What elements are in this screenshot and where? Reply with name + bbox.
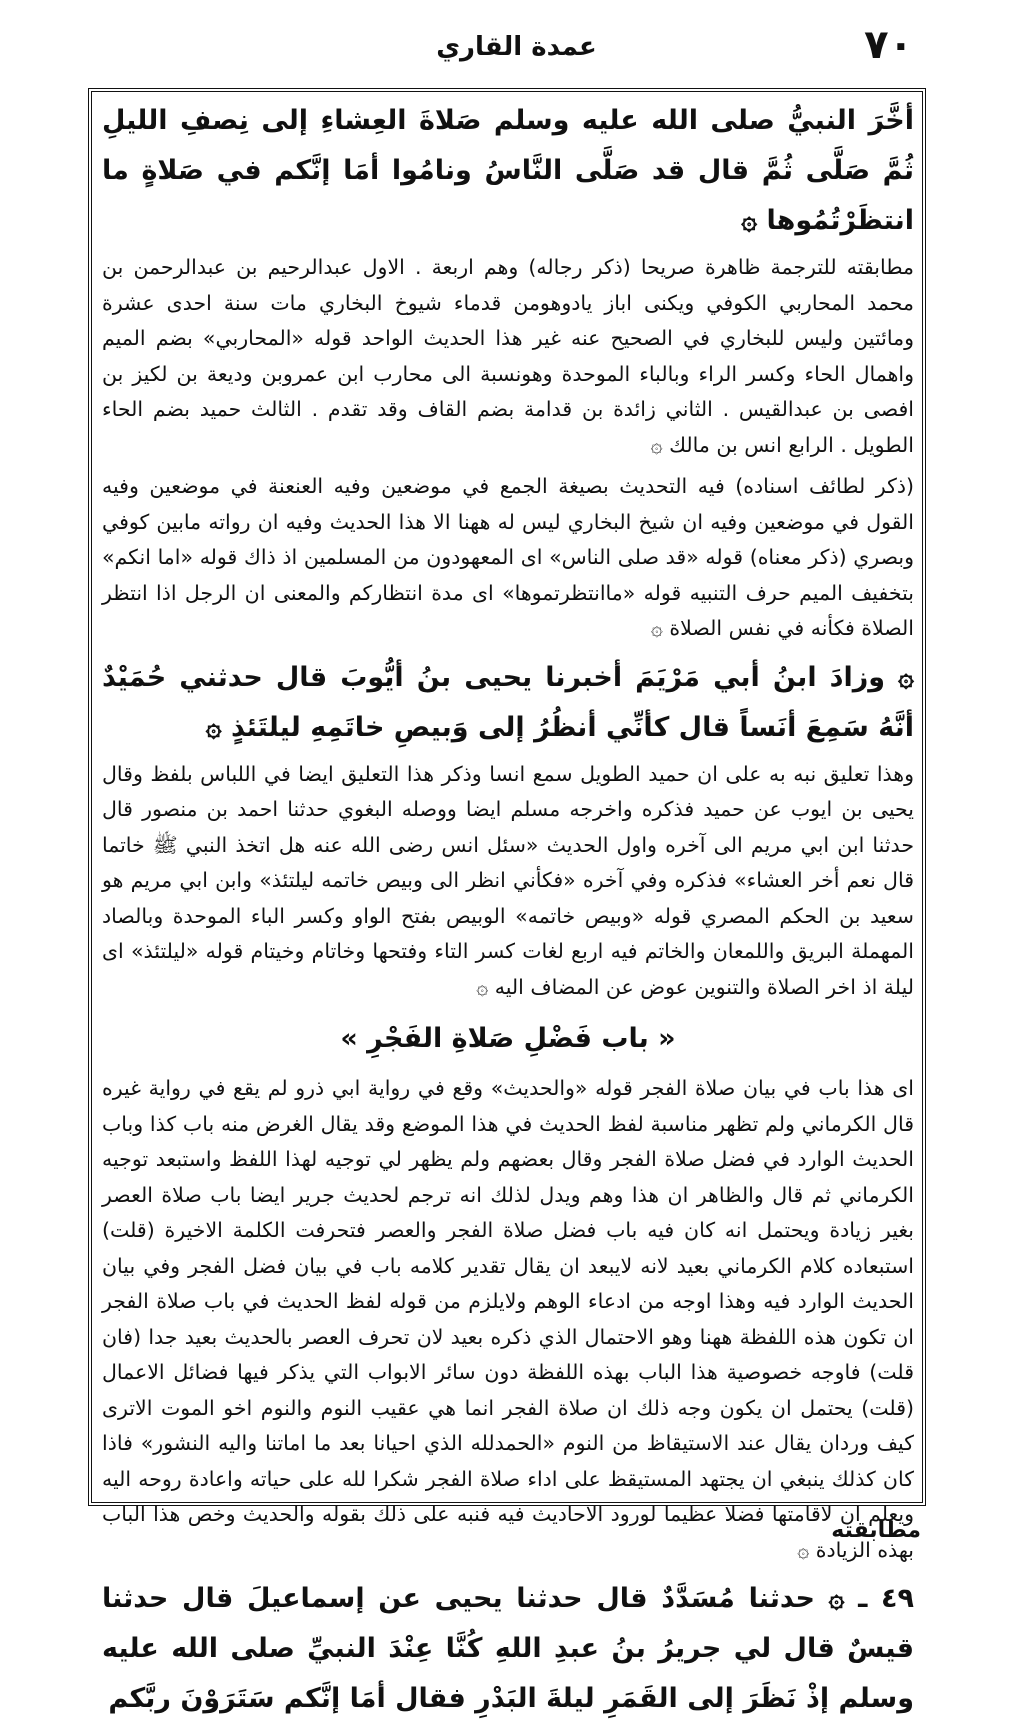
catchword: مطابقته	[831, 1518, 921, 1543]
hadith-text	[102, 1574, 914, 1724]
page-number: ٧٠	[864, 22, 913, 68]
commentary-paragraph: اى هذا باب في بيان صلاة الفجر قوله «والحديث» وقع في رواية ابي ذرو لم يقع في رواية غيره قال الكرماني ولم تظهر مناسبة لفظ الحديث في هذا الموضع وقد يقال الغرض منه باب كذا وباب الحديث الوارد في فضل صلاة الفجر وقال بعضهم ولم يظهر لي توجيه لهذا اللفظ واستبعد توجيه الكرماني ثم قال والظاهر ان هذا وهم ويدل لذلك انه ترجم لحديث جرير ايضا باب صلاة العصر بغير زيادة ويحتمل انه كان فيه باب فضل صلاة الفجر والعصر فتحرفت الكلمة الاخيرة (قلت) استبعاده كلام الكرماني بعيد لانه لايبعد ان يقال تقدير كلامه باب في بيان فضل الفجر وفي بيان الحديث الوارد فيه وهذا اوجه من ادعاء الوهم ولايلزم من قوله لفظ الحديث في باب صلاة الفجر ان تكون هذه اللفظة ههنا وهو الاحتمال الذي ذكره بعيد لان تحرف العصر بالحديث بعيد جدا (فان قلت) فاوجه خصوصية هذا الباب بهذه اللفظة دون سائر الابواب التي يذكر فيها فضائل الاعمال (قلت) يحتمل ان يكون وجه ذلك ان صلاة الفجر انما هي عقيب النوم والنوم اخو الموت الاترى كيف وردان يقال عند الاستيقاظ من النوم «الحمدلله الذي احيانا بعد ما اماتنا واليه النشور» فاذا كان كذلك ينبغي ان يجتهد المستيقظ على اداء صلاة الفجر شكرا لله على حياته واعادة روحه اليه ويعلم ان لاقامتها فضلا عظيما لورود الاحاديث فيه فنبه على ذلك بقوله والحديث وخص هذا الباب بهذه الزيادة ۞	[102, 1076, 914, 1562]
commentary-paragraph: وهذا تعليق نبه به على ان حميد الطويل سمع انسا وذكر هذا التعليق ايضا في اللباس بلفظ وقال يحيى بن ايوب عن حميد فذكره واخرجه مسلم ايضا ووصله البغوي حدثنا احمد بن منصور قال حدثنا ابن ابي مريم الى آخره واول الحديث «سئل انس رضى الله عنه هل اتخذ النبي ﷺ خاتما قال نعم أخر العشاء» فذكره وفي آخره «فكأني انظر الى وبيص خاتمه ليلتئذ» وابن ابي مريم هو سعيد بن الحكم المصري قوله «وبيص خاتمه» الوبيص بفتح الواو وكسر الباء الموحدة وبالصاد المهملة البريق واللمعان والخاتم فيه اربع لغات كسر التاء وفتحها وخاتام وخيتام قوله «ليلتئذ» اى ليلة اذ اخر الصلاة والتنوين عوض عن المضاف اليه ۞	[102, 761, 914, 999]
page-body	[102, 96, 914, 1714]
hadith-text: أخَّرَ النبيُّ صلى الله عليه وسلم صَلاةَ العِشاءِ إلى نِصفِ الليلِ ثُمَّ صَلَّى ثُمَّ قال قد صَلَّى النَّاسُ ونامُوا أمَا إنَّكم في صَلاةٍ ما انتظَرْتُمُوها ۞	[102, 105, 914, 236]
chapter-heading: « باب فَضْلِ صَلاةِ الفَجْرِ »	[340, 1023, 676, 1054]
commentary-paragraph: (ذكر لطائف اسناده) فيه التحديث بصيغة الجمع في موضعين وفيه العنعنة في موضعين وفيه القول في موضعين وفيه ان شيخ البخاري ليس له ههنا الا هذا الحديث وفيه ان رواته مابين كوفي وبصري (ذكر معناه) قوله «قد صلى الناس» اى المعهودون من المسلمين اذ ذاك قوله «اما انكم» بتخفيف الميم حرف التنبيه قوله «ماانتظرتموها» اى مدة انتظاركم والمعنى ان الرجل اذا انتظر الصلاة فكأنه في نفس الصلاة ۞	[102, 474, 914, 640]
running-title: عمدة القاري	[436, 32, 597, 62]
commentary-paragraph: مطابقته للترجمة ظاهرة صريحا (ذكر رجاله) وهم اربعة . الاول عبدالرحيم بن عبدالرحمن بن محمد المحاربي الكوفي ويكنى اباز يادوهومن قدماء شيوخ البخاري مات سنة احدى عشرة ومائتين وليس للبخاري في الصحيح عنه غير هذا الحديث الواحد قوله «المحاربي» بضم الميم واهمال الحاء وكسر الراء وبالباء الموحدة وهونسبة الى محارب ابن عمروبن وديعة بن لكيز بن افصى بن عبدالقيس . الثاني زائدة بن قدامة بضم القاف وقد تقدم . الثالث حميد بضم الحاء الطويل . الرابع انس بن مالك ۞	[102, 255, 914, 457]
hadith-text: ۞ وزادَ ابنُ أبي مَرْيَمَ أخبرنا يحيى بنُ أيُّوبَ قال حدثني حُمَيْدٌ أنَّهُ سَمِعَ أنَساً قال كأنِّي أنظُرُ إلى وَبيصِ خاتَمِهِ ليلتَئذٍ ۞	[102, 661, 914, 743]
page-header	[0, 0, 1033, 80]
hadith-body: ۞ حدثنا مُسَدَّدٌ قال حدثنا يحيى عن إسماعيلَ قال حدثنا قيسٌ قال لي جريرُ بنُ عبدِ اللهِ كُنَّا عِنْدَ النبيِّ صلى الله عليه وسلم إذْ نَظَرَ إلى القَمَرِ ليلةَ البَدْرِ فقال أمَا إنَّكم سَتَرَوْنَ ربَّكم	[102, 1583, 914, 1714]
hadith-number: ٤٩ ـ	[858, 1583, 914, 1614]
